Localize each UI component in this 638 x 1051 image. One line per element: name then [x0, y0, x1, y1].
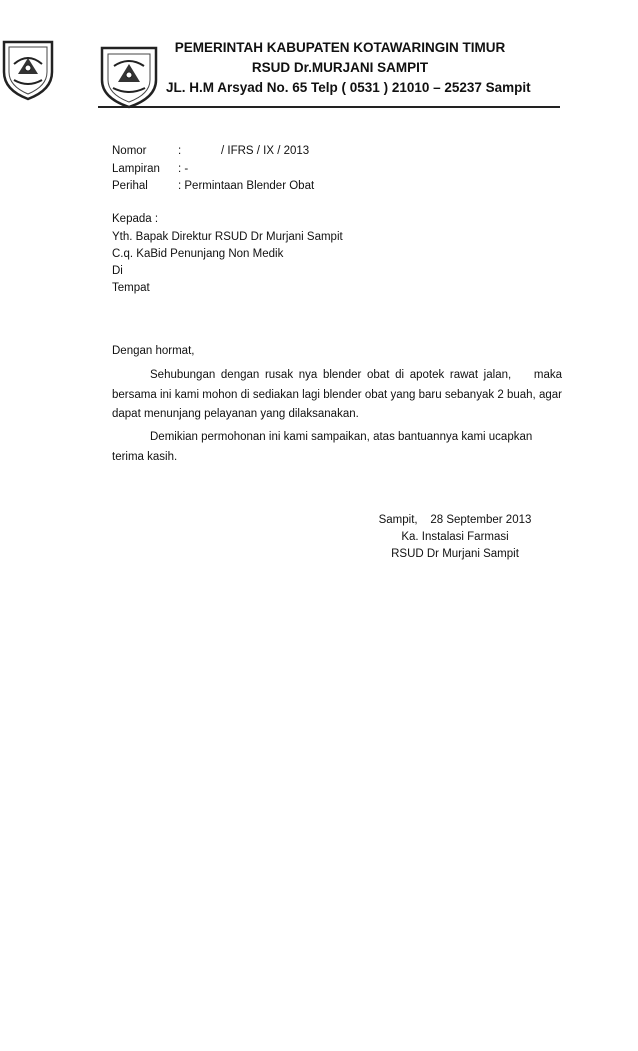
- emblem-icon: [98, 44, 160, 110]
- nomor-separator: :: [178, 145, 182, 157]
- body-paragraph-2: [112, 428, 562, 467]
- body-paragraph-1-text: Sehubungan dengan rusak nya blender obat di apotek rawat jalan, maka bersama ini kami mohon di sediakan lagi blender obat yang baru sebanyak 2 buah, agar dapat menunjang pelayanan yang dilaksanakan.: [112, 369, 566, 420]
- recipient-kepada: Kepada :: [112, 213, 159, 225]
- recipient-cq: C.q. KaBid Penunjang Non Medik: [112, 248, 284, 260]
- greeting: Dengan hormat,: [112, 345, 195, 357]
- body-paragraph-2-text: Demikian permohonan ini kami sampaikan, atas bantuannya kami ucapkan terima kasih.: [112, 431, 533, 463]
- perihal-label: Perihal: [112, 180, 148, 192]
- signature-title: Ka. Instalasi Farmasi: [401, 531, 509, 543]
- recipient-di: Di: [112, 265, 123, 277]
- signature-institution: RSUD Dr Murjani Sampit: [391, 548, 519, 560]
- letterhead-government: PEMERINTAH KABUPATEN KOTAWARINGIN TIMUR: [174, 40, 506, 55]
- recipient-tempat: Tempat: [112, 282, 150, 294]
- perihal-value: : Permintaan Blender Obat: [178, 180, 315, 192]
- letterhead-hospital: RSUD Dr.MURJANI SAMPIT: [251, 60, 429, 75]
- signature-place-date: Sampit, 28 September 2013: [378, 514, 532, 526]
- lampiran-label: Lampiran: [112, 163, 160, 175]
- body-paragraph-1: [112, 366, 566, 425]
- letterhead-rule: [98, 106, 560, 108]
- recipient-name: Yth. Bapak Direktur RSUD Dr Murjani Sampit: [112, 231, 343, 243]
- nomor-value: / IFRS / IX / 2013: [221, 145, 310, 157]
- emblem-icon: [0, 38, 56, 102]
- letterhead-address: JL. H.M Arsyad No. 65 Telp ( 0531 ) 21010 – 25237 Sampit: [166, 80, 531, 95]
- lampiran-value: : -: [178, 163, 189, 175]
- nomor-label: Nomor: [112, 145, 147, 157]
